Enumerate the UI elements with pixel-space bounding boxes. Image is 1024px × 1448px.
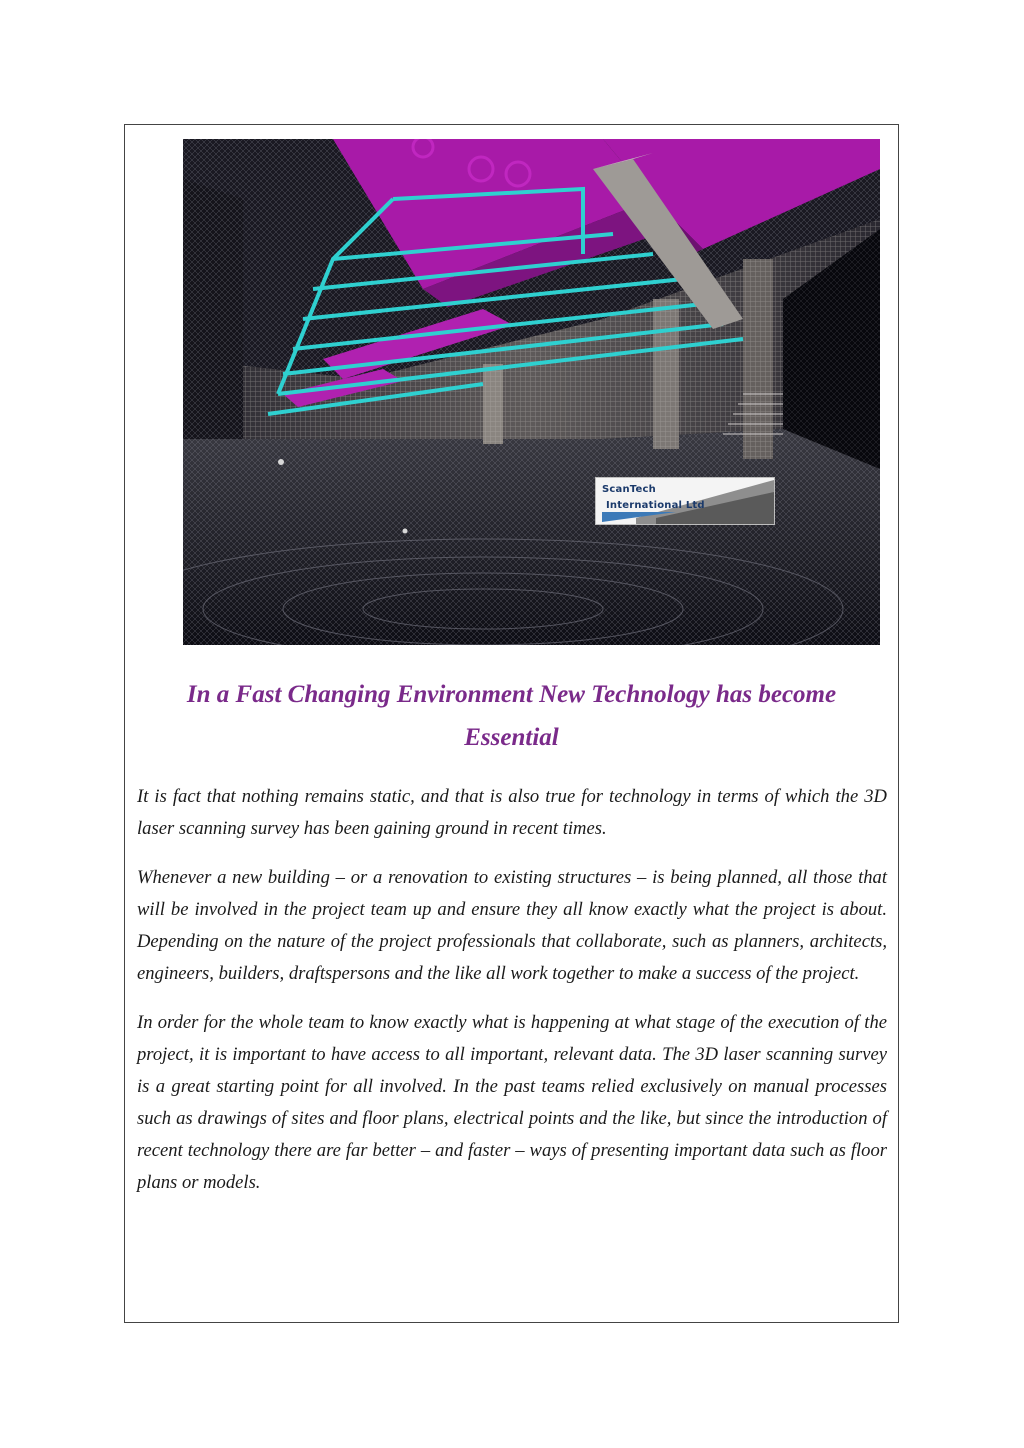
- article-title: In a Fast Changing Environment New Technology has become Essential: [186, 681, 837, 751]
- paragraph-3: In order for the whole team to know exactly what is happening at what stage of the execution of the project, it is important to have access to all important, relevant data. The 3D laser scanning survey is a great starting point for all involved. In the past teams relied exclusively on manual processes such as drawings of sites and floor plans, electrical points and the like, but since the introduction of recent technology there are far better – and faster – ways of presenting important data such as floor plans or models.: [137, 1012, 887, 1193]
- paragraph-1: It is fact that nothing remains static, and that is also true for technology in terms of which the 3D laser scanning survey has been gaining ground in recent times.: [137, 786, 887, 839]
- logo-text-line2: International Ltd: [606, 500, 705, 511]
- paragraph-2: Whenever a new building – or a renovation to existing structures – is being planned, all those that will be involved in the project team up and ensure they all know exactly what the project is about. Depending on the nature of the project professionals that collaborate, such as planners, architects, engineers, builders, draftspersons and the like all work together to make a success of the project.: [137, 867, 887, 984]
- logo-text-line1: ScanTech: [602, 484, 656, 495]
- point-cloud-illustration: [183, 139, 880, 645]
- article-body: [137, 781, 887, 1216]
- document-page-frame: [124, 124, 899, 1323]
- laser-scan-image: [183, 139, 880, 645]
- scantech-logo: [595, 477, 775, 525]
